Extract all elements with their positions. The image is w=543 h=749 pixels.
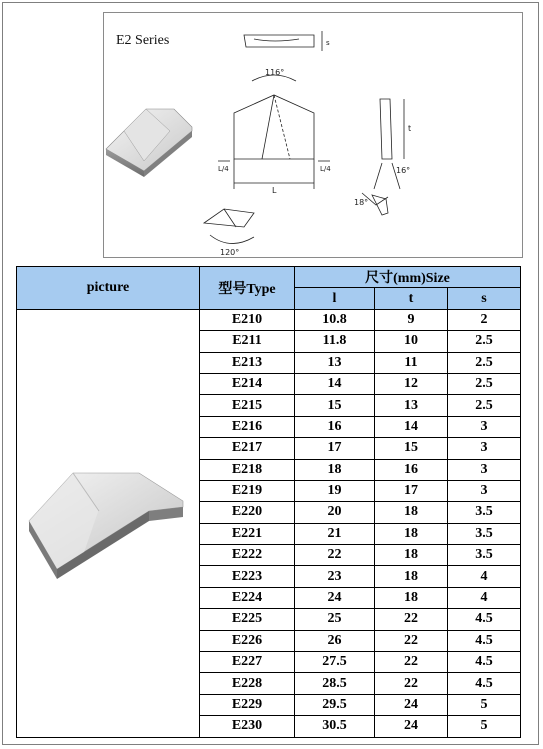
cell-l: 18 xyxy=(295,459,375,480)
cell-type: E216 xyxy=(200,416,295,437)
cell-t: 9 xyxy=(375,309,448,330)
cell-s: 4 xyxy=(448,566,521,587)
header-type: 型号Type xyxy=(200,267,295,310)
cell-l: 15 xyxy=(295,395,375,416)
cell-t: 15 xyxy=(375,438,448,459)
cell-s: 3.5 xyxy=(448,502,521,523)
cell-s: 5 xyxy=(448,716,521,737)
cell-type: E214 xyxy=(200,373,295,394)
profile-view xyxy=(362,99,404,215)
cell-t: 22 xyxy=(375,630,448,651)
spec-table-body xyxy=(17,309,521,737)
cell-l: 22 xyxy=(295,545,375,566)
cell-type: E230 xyxy=(200,716,295,737)
series-title: E2 Series xyxy=(116,33,170,48)
cell-t: 11 xyxy=(375,352,448,373)
technical-drawing xyxy=(103,12,523,258)
cell-l: 30.5 xyxy=(295,716,375,737)
cell-s: 4.5 xyxy=(448,673,521,694)
cell-type: E228 xyxy=(200,673,295,694)
cell-s: 2.5 xyxy=(448,331,521,352)
cell-type: E226 xyxy=(200,630,295,651)
tip-product-image xyxy=(23,451,193,591)
cell-l: 28.5 xyxy=(295,673,375,694)
header-size: 尺寸(mm)Size xyxy=(295,267,521,288)
cell-l: 26 xyxy=(295,630,375,651)
svg-text:s: s xyxy=(326,39,330,47)
cell-t: 18 xyxy=(375,587,448,608)
cell-s: 3.5 xyxy=(448,545,521,566)
cell-t: 14 xyxy=(375,416,448,437)
cell-l: 24 xyxy=(295,587,375,608)
cell-t: 18 xyxy=(375,523,448,544)
cell-s: 4 xyxy=(448,587,521,608)
cell-type: E229 xyxy=(200,694,295,715)
front-view xyxy=(218,75,330,189)
cell-s: 2.5 xyxy=(448,373,521,394)
cell-l: 23 xyxy=(295,566,375,587)
cell-type: E211 xyxy=(200,331,295,352)
cell-t: 22 xyxy=(375,673,448,694)
cell-s: 3 xyxy=(448,480,521,501)
cell-type: E215 xyxy=(200,395,295,416)
header-picture: picture xyxy=(17,267,200,310)
cell-s: 4.5 xyxy=(448,609,521,630)
spec-table xyxy=(16,266,521,738)
cell-t: 16 xyxy=(375,459,448,480)
cell-l: 20 xyxy=(295,502,375,523)
cell-type: E217 xyxy=(200,438,295,459)
top-angle-label: 120° xyxy=(220,248,240,257)
cell-type: E225 xyxy=(200,609,295,630)
cell-s: 2.5 xyxy=(448,352,521,373)
cell-type: E224 xyxy=(200,587,295,608)
cell-t: 24 xyxy=(375,716,448,737)
cell-s: 2.5 xyxy=(448,395,521,416)
tip-3d-view xyxy=(106,109,192,177)
cell-l: 19 xyxy=(295,480,375,501)
cell-type: E219 xyxy=(200,480,295,501)
cell-s: 3 xyxy=(448,459,521,480)
cell-l: 29.5 xyxy=(295,694,375,715)
cell-t: 18 xyxy=(375,502,448,523)
top-angle-view xyxy=(204,209,254,244)
cell-s: 3 xyxy=(448,438,521,459)
cell-type: E213 xyxy=(200,352,295,373)
table-row xyxy=(17,309,521,330)
cell-type: E223 xyxy=(200,566,295,587)
cell-l: 11.8 xyxy=(295,331,375,352)
cell-type: E218 xyxy=(200,459,295,480)
cell-s: 4.5 xyxy=(448,652,521,673)
cell-type: E222 xyxy=(200,545,295,566)
cell-t: 22 xyxy=(375,652,448,673)
cell-t: 18 xyxy=(375,566,448,587)
cell-l: 21 xyxy=(295,523,375,544)
picture-cell xyxy=(17,309,200,737)
quarter-left-label: L/4 xyxy=(218,165,229,173)
side-view xyxy=(244,31,330,51)
cell-s: 2 xyxy=(448,309,521,330)
cell-l: 27.5 xyxy=(295,652,375,673)
header-s: s xyxy=(448,288,521,309)
header-t: t xyxy=(375,288,448,309)
cell-type: E210 xyxy=(200,309,295,330)
cell-s: 4.5 xyxy=(448,630,521,651)
cell-type: E220 xyxy=(200,502,295,523)
cell-s: 3.5 xyxy=(448,523,521,544)
cell-l: 14 xyxy=(295,373,375,394)
cell-t: 13 xyxy=(375,395,448,416)
cell-l: 17 xyxy=(295,438,375,459)
cell-l: 13 xyxy=(295,352,375,373)
header-l: l xyxy=(295,288,375,309)
clearance-label: 16° xyxy=(396,166,411,175)
cell-l: 25 xyxy=(295,609,375,630)
drawing-svg xyxy=(104,13,524,259)
cell-t: 10 xyxy=(375,331,448,352)
tip-angle-label: 116° xyxy=(265,68,285,77)
cell-t: 24 xyxy=(375,694,448,715)
cell-t: 17 xyxy=(375,480,448,501)
cell-t: 22 xyxy=(375,609,448,630)
thickness-label: t xyxy=(408,124,412,133)
cell-l: 16 xyxy=(295,416,375,437)
cell-type: E221 xyxy=(200,523,295,544)
relief-label: 18° xyxy=(354,198,369,207)
cell-s: 5 xyxy=(448,694,521,715)
cell-s: 3 xyxy=(448,416,521,437)
length-label: L xyxy=(272,186,277,195)
quarter-right-label: L/4 xyxy=(320,165,331,173)
cell-t: 12 xyxy=(375,373,448,394)
cell-t: 18 xyxy=(375,545,448,566)
cell-l: 10.8 xyxy=(295,309,375,330)
cell-type: E227 xyxy=(200,652,295,673)
